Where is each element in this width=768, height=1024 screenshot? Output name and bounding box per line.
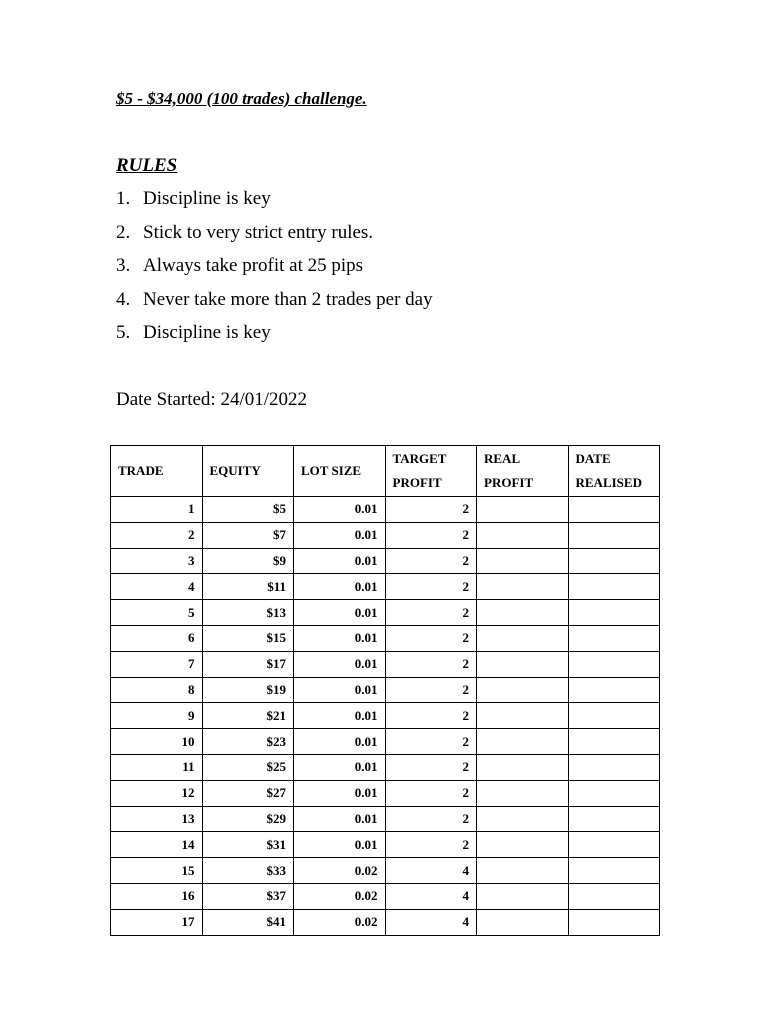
cell-real-profit: [477, 548, 569, 574]
cell-date-realised: [568, 497, 660, 523]
rules-heading: RULES: [116, 155, 178, 176]
cell-equity: $33: [202, 858, 294, 884]
rules-list: [116, 187, 433, 355]
rule-number: 5.: [116, 322, 131, 343]
table-body: [111, 497, 660, 936]
rule-number: 4.: [116, 288, 131, 310]
cell-date-realised: [568, 703, 660, 729]
cell-real-profit: [477, 600, 569, 626]
cell-date-realised: [568, 909, 660, 935]
column-header-line: REALISED: [575, 475, 642, 490]
cell-real-profit: [477, 677, 569, 703]
cell-trade: 11: [111, 754, 203, 780]
cell-target-profit: 4: [385, 858, 477, 884]
cell-target-profit: 2: [385, 729, 477, 755]
cell-lot-size: 0.02: [294, 883, 386, 909]
cell-trade: 7: [111, 651, 203, 677]
rule-text: Always take profit at 25 pips: [143, 255, 364, 276]
cell-equity: $25: [202, 754, 294, 780]
table-row: [111, 780, 660, 806]
table-row: [111, 574, 660, 600]
table-row: [111, 677, 660, 703]
cell-real-profit: [477, 754, 569, 780]
cell-date-realised: [568, 832, 660, 858]
column-header-real-profit: [477, 446, 569, 497]
cell-lot-size: 0.01: [294, 677, 386, 703]
cell-trade: 12: [111, 780, 203, 806]
cell-equity: $11: [202, 574, 294, 600]
cell-date-realised: [568, 858, 660, 884]
cell-date-realised: [568, 625, 660, 651]
cell-real-profit: [477, 651, 569, 677]
cell-equity: $7: [202, 522, 294, 548]
cell-equity: $17: [202, 651, 294, 677]
cell-target-profit: 2: [385, 677, 477, 703]
cell-equity: $13: [202, 600, 294, 626]
cell-trade: 14: [111, 832, 203, 858]
cell-trade: 8: [111, 677, 203, 703]
table-row: [111, 729, 660, 755]
rule-text: Discipline is key: [143, 322, 271, 343]
rule-number: 2.: [116, 221, 131, 243]
cell-lot-size: 0.01: [294, 806, 386, 832]
table-row: [111, 600, 660, 626]
rule-text: Stick to very strict entry rules.: [143, 221, 374, 243]
cell-trade: 9: [111, 703, 203, 729]
cell-real-profit: [477, 625, 569, 651]
cell-date-realised: [568, 600, 660, 626]
table-row: [111, 625, 660, 651]
cell-date-realised: [568, 651, 660, 677]
table-row: [111, 651, 660, 677]
rule-item: [116, 321, 433, 355]
cell-equity: $31: [202, 832, 294, 858]
cell-lot-size: 0.01: [294, 780, 386, 806]
cell-trade: 2: [111, 522, 203, 548]
rule-item: [116, 221, 433, 255]
cell-date-realised: [568, 574, 660, 600]
rule-text: Never take more than 2 trades per day: [143, 288, 433, 310]
cell-equity: $15: [202, 625, 294, 651]
cell-trade: 16: [111, 883, 203, 909]
cell-date-realised: [568, 522, 660, 548]
table-row: [111, 522, 660, 548]
cell-lot-size: 0.01: [294, 651, 386, 677]
cell-real-profit: [477, 522, 569, 548]
column-header-line: EQUITY: [209, 463, 261, 478]
cell-equity: $27: [202, 780, 294, 806]
table-row: [111, 883, 660, 909]
cell-lot-size: 0.01: [294, 522, 386, 548]
cell-equity: $5: [202, 497, 294, 523]
cell-date-realised: [568, 754, 660, 780]
rule-item: [116, 254, 433, 288]
cell-target-profit: 4: [385, 883, 477, 909]
cell-date-realised: [568, 806, 660, 832]
column-header-line: TRADE: [118, 463, 164, 478]
column-header-line: PROFIT: [392, 475, 442, 490]
cell-lot-size: 0.01: [294, 548, 386, 574]
cell-lot-size: 0.01: [294, 832, 386, 858]
trades-table: [110, 445, 660, 936]
cell-trade: 17: [111, 909, 203, 935]
cell-lot-size: 0.01: [294, 754, 386, 780]
cell-trade: 1: [111, 497, 203, 523]
cell-equity: $37: [202, 883, 294, 909]
cell-real-profit: [477, 806, 569, 832]
cell-target-profit: 2: [385, 806, 477, 832]
cell-target-profit: 2: [385, 574, 477, 600]
table-row: [111, 497, 660, 523]
cell-real-profit: [477, 729, 569, 755]
cell-lot-size: 0.01: [294, 497, 386, 523]
column-header-target-profit: [385, 446, 477, 497]
cell-lot-size: 0.01: [294, 600, 386, 626]
cell-trade: 15: [111, 858, 203, 884]
cell-lot-size: 0.02: [294, 909, 386, 935]
cell-date-realised: [568, 883, 660, 909]
cell-equity: $41: [202, 909, 294, 935]
rule-item: [116, 187, 433, 221]
cell-target-profit: 2: [385, 780, 477, 806]
date-started: Date Started: 24/01/2022: [116, 389, 308, 410]
column-header-date-realised: [568, 446, 660, 497]
table-row: [111, 832, 660, 858]
cell-lot-size: 0.01: [294, 703, 386, 729]
column-header-equity: [202, 446, 294, 497]
document-title: $5 - $34,000 (100 trades) challenge.: [116, 89, 367, 108]
cell-trade: 3: [111, 548, 203, 574]
cell-real-profit: [477, 780, 569, 806]
cell-trade: 4: [111, 574, 203, 600]
cell-real-profit: [477, 858, 569, 884]
cell-trade: 13: [111, 806, 203, 832]
cell-date-realised: [568, 548, 660, 574]
cell-real-profit: [477, 574, 569, 600]
table-row: [111, 548, 660, 574]
column-header-trade: [111, 446, 203, 497]
cell-equity: $19: [202, 677, 294, 703]
rule-text: Discipline is key: [143, 188, 271, 209]
cell-real-profit: [477, 883, 569, 909]
column-header-lot-size: [294, 446, 386, 497]
cell-target-profit: 2: [385, 703, 477, 729]
cell-equity: $29: [202, 806, 294, 832]
cell-target-profit: 2: [385, 651, 477, 677]
cell-equity: $9: [202, 548, 294, 574]
rule-number: 1.: [116, 188, 131, 209]
cell-target-profit: 2: [385, 497, 477, 523]
cell-date-realised: [568, 780, 660, 806]
cell-target-profit: 2: [385, 832, 477, 858]
cell-target-profit: 4: [385, 909, 477, 935]
rule-number: 3.: [116, 255, 131, 276]
cell-trade: 10: [111, 729, 203, 755]
cell-trade: 6: [111, 625, 203, 651]
cell-target-profit: 2: [385, 754, 477, 780]
table-row: [111, 754, 660, 780]
cell-target-profit: 2: [385, 522, 477, 548]
table-row: [111, 858, 660, 884]
cell-target-profit: 2: [385, 625, 477, 651]
rule-item: [116, 288, 433, 322]
cell-equity: $21: [202, 703, 294, 729]
table-row: [111, 703, 660, 729]
cell-target-profit: 2: [385, 600, 477, 626]
cell-trade: 5: [111, 600, 203, 626]
cell-real-profit: [477, 497, 569, 523]
column-header-line: LOT SIZE: [301, 463, 362, 478]
column-header-line: DATE: [575, 451, 611, 466]
cell-real-profit: [477, 832, 569, 858]
cell-lot-size: 0.02: [294, 858, 386, 884]
column-header-line: TARGET: [392, 451, 447, 466]
cell-real-profit: [477, 909, 569, 935]
table-header-row: [111, 446, 660, 497]
cell-target-profit: 2: [385, 548, 477, 574]
column-header-line: REAL: [484, 451, 521, 466]
cell-date-realised: [568, 729, 660, 755]
cell-lot-size: 0.01: [294, 574, 386, 600]
table-row: [111, 806, 660, 832]
table-row: [111, 909, 660, 935]
cell-real-profit: [477, 703, 569, 729]
cell-date-realised: [568, 677, 660, 703]
cell-lot-size: 0.01: [294, 625, 386, 651]
column-header-line: PROFIT: [484, 475, 534, 490]
cell-lot-size: 0.01: [294, 729, 386, 755]
cell-equity: $23: [202, 729, 294, 755]
